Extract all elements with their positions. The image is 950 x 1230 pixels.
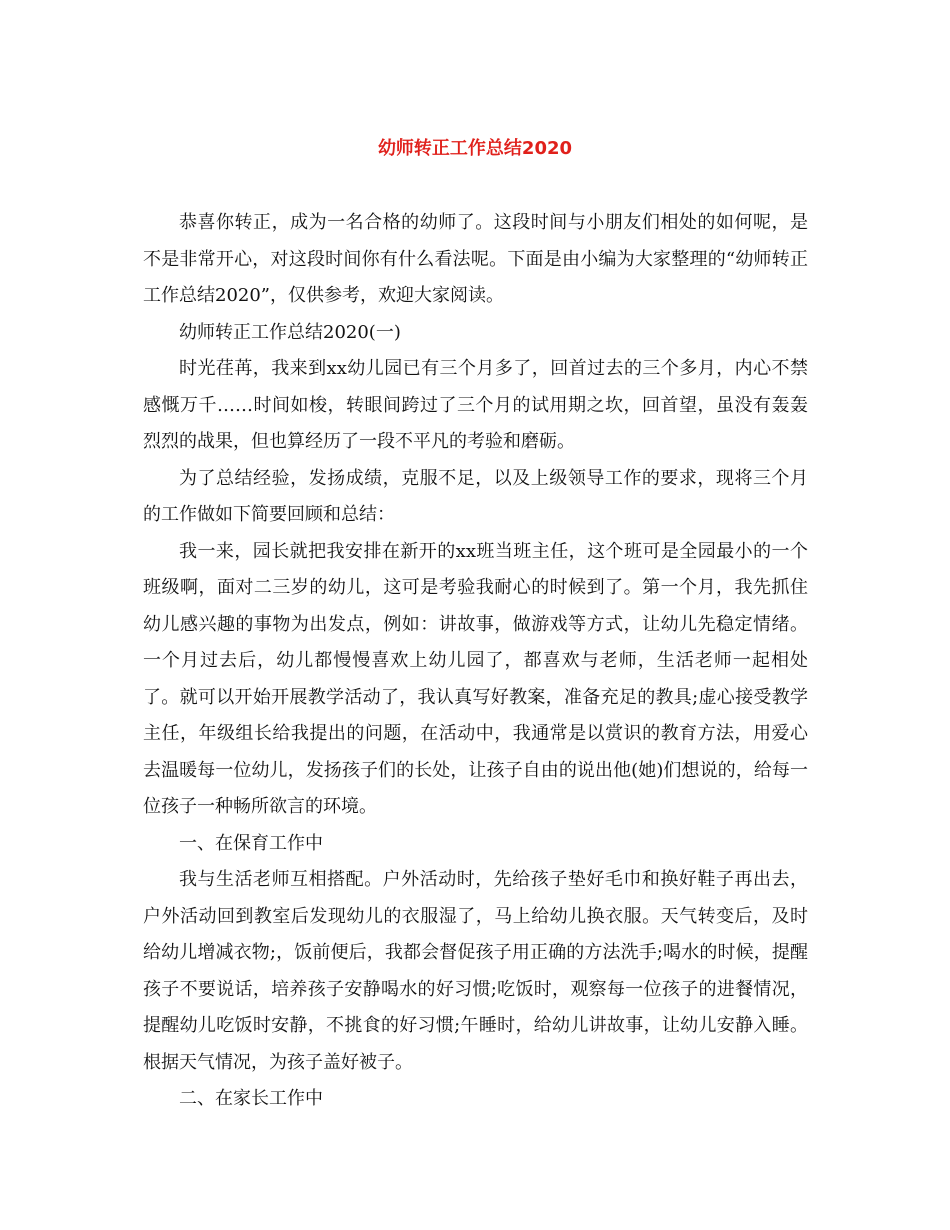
body-paragraph: 为了总结经验，发扬成绩，克服不足，以及上级领导工作的要求，现将三个月的工作做如下简要回顾和总结： — [143, 467, 808, 525]
body-paragraph: 我一来，园长就把我安排在新开的xx班当班主任，这个班可是全园最小的一个班级啊，面对二三岁的幼儿，这可是考验我耐心的时候到了。第一个月，我先抓住幼儿感兴趣的事物为出发点，例如：讲故事，做游戏等方式，让幼儿先稳定情绪。一个月过去后，幼儿都慢慢喜欢上幼儿园了，都喜欢与老师，生活老师一起相处了。就可以开始开展教学活动了，我认真写好教案，准备充足的教具;虚心接受教学主任，年级组长给我提出的问题，在活动中，我通常是以赏识的教育方法，用爱心去温暖每一位幼儿，发扬孩子们的长处，让孩子自由的说出他(她)们想说的，给每一位孩子一种畅所欲言的环境。 — [143, 540, 808, 817]
body-paragraph: 时光荏苒，我来到xx幼儿园已有三个月多了，回首过去的三个多月，内心不禁感慨万千……时间如梭，转眼间跨过了三个月的试用期之坎，回首望，虽没有轰轰烈烈的战果，但也算经历了一段不平凡的考验和磨砺。 — [143, 358, 808, 452]
section-heading-parents: 二、在家长工作中 — [179, 1088, 323, 1109]
document-title: 幼师转正工作总结2020 — [377, 138, 573, 159]
section-heading-childcare: 一、在保育工作中 — [179, 832, 323, 854]
document-body — [143, 205, 808, 1118]
section-heading-part-one: 幼师转正工作总结2020(一) — [179, 321, 401, 343]
body-paragraph: 我与生活老师互相搭配。户外活动时，先给孩子垫好毛巾和换好鞋子再出去，户外活动回到教室后发现幼儿的衣服湿了，马上给幼儿换衣服。天气转变后，及时给幼儿增减衣物;，饭前便后，我都会督促孩子用正确的方法洗手;喝水的时候，提醒孩子不要说话，培养孩子安静喝水的好习惯;吃饭时，观察每一位孩子的进餐情况，提醒幼儿吃饭时安静，不挑食的好习惯;午睡时，给幼儿讲故事，让幼儿安静入睡。根据天气情况，为孩子盖好被子。 — [143, 869, 808, 1073]
intro-paragraph: 恭喜你转正，成为一名合格的幼师了。这段时间与小朋友们相处的如何呢，是不是非常开心，对这段时间你有什么看法呢。下面是由小编为大家整理的“幼师转正工作总结2020”，仅供参考，欢迎大家阅读。 — [143, 212, 808, 306]
